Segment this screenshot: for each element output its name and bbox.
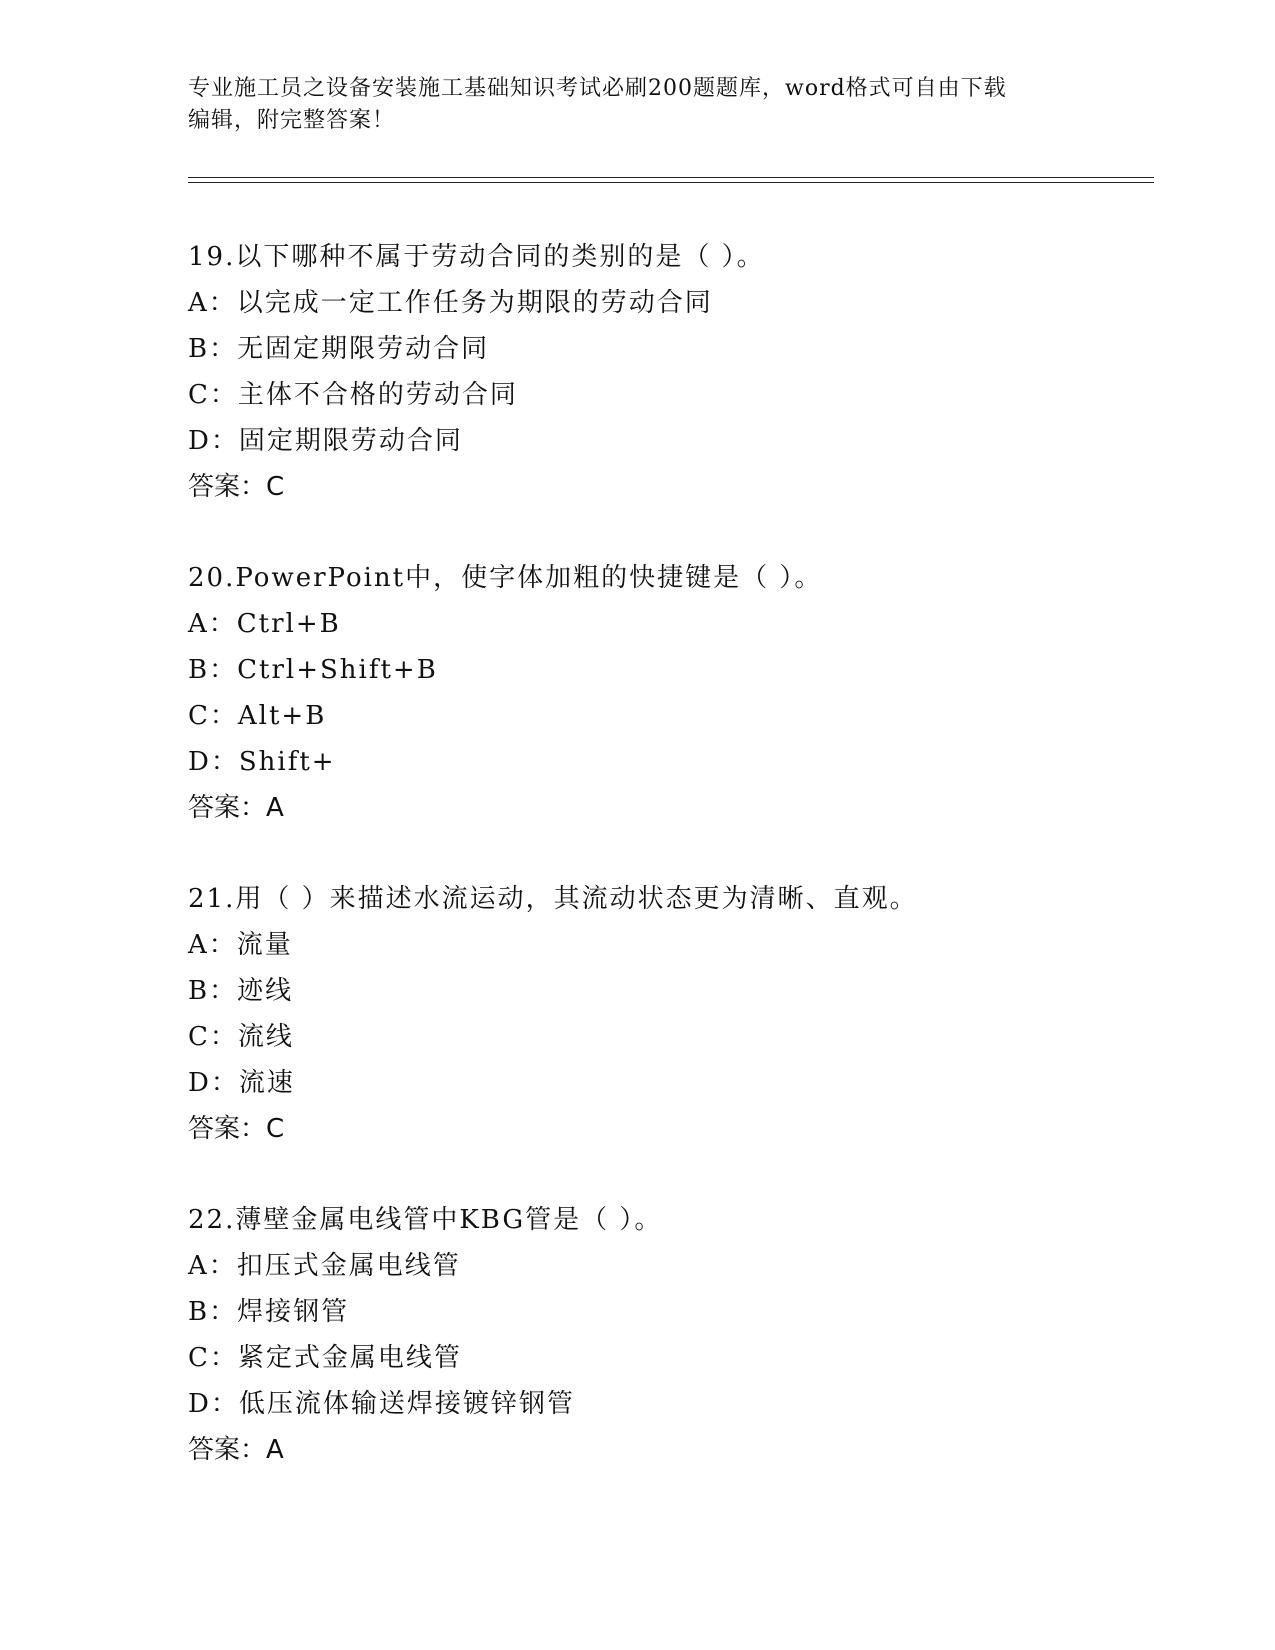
question-stem: 21.用（ ）来描述水流运动，其流动状态更为清晰、直观。 xyxy=(188,884,918,914)
option-c: C：主体不合格的劳动合同 xyxy=(188,380,518,410)
document-header xyxy=(188,73,1088,137)
question-stem: 22.薄壁金属电线管中KBG管是（ ）。 xyxy=(188,1205,663,1235)
option-c: C：流线 xyxy=(188,1022,294,1052)
option-a: A：以完成一定工作任务为期限的劳动合同 xyxy=(188,288,713,318)
header-divider-top xyxy=(188,177,1154,178)
option-a: A：流量 xyxy=(188,930,293,960)
question-20 xyxy=(188,555,1148,831)
option-c: C：紧定式金属电线管 xyxy=(188,1343,462,1373)
question-22 xyxy=(188,1197,1148,1473)
option-b: B：焊接钢管 xyxy=(188,1297,350,1327)
answer: 答案：A xyxy=(188,1435,284,1465)
header-line-2: 编辑，附完整答案！ xyxy=(188,108,396,133)
option-d: D：固定期限劳动合同 xyxy=(188,426,463,456)
option-b: B：无固定期限劳动合同 xyxy=(188,334,490,364)
option-b: B：Ctrl+Shift+B xyxy=(188,655,438,685)
answer: 答案：C xyxy=(188,1114,285,1144)
question-stem: 20.PowerPoint中，使字体加粗的快捷键是（ ）。 xyxy=(188,563,823,593)
header-divider-bottom xyxy=(188,182,1154,183)
answer: 答案：A xyxy=(188,793,284,823)
question-19 xyxy=(188,234,1148,510)
header-line-1: 专业施工员之设备安装施工基础知识考试必刷200题题库，word格式可自由下载 xyxy=(188,76,1007,101)
option-b: B：迹线 xyxy=(188,976,294,1006)
question-stem: 19.以下哪种不属于劳动合同的类别的是（ ）。 xyxy=(188,242,765,272)
option-a: A：Ctrl+B xyxy=(188,609,341,639)
question-21 xyxy=(188,876,1148,1152)
option-d: D：低压流体输送焊接镀锌钢管 xyxy=(188,1389,575,1419)
option-c: C：Alt+B xyxy=(188,701,327,731)
option-d: D：Shift+ xyxy=(188,747,336,777)
option-a: A：扣压式金属电线管 xyxy=(188,1251,461,1281)
answer: 答案：C xyxy=(188,472,285,502)
option-d: D：流速 xyxy=(188,1068,295,1098)
